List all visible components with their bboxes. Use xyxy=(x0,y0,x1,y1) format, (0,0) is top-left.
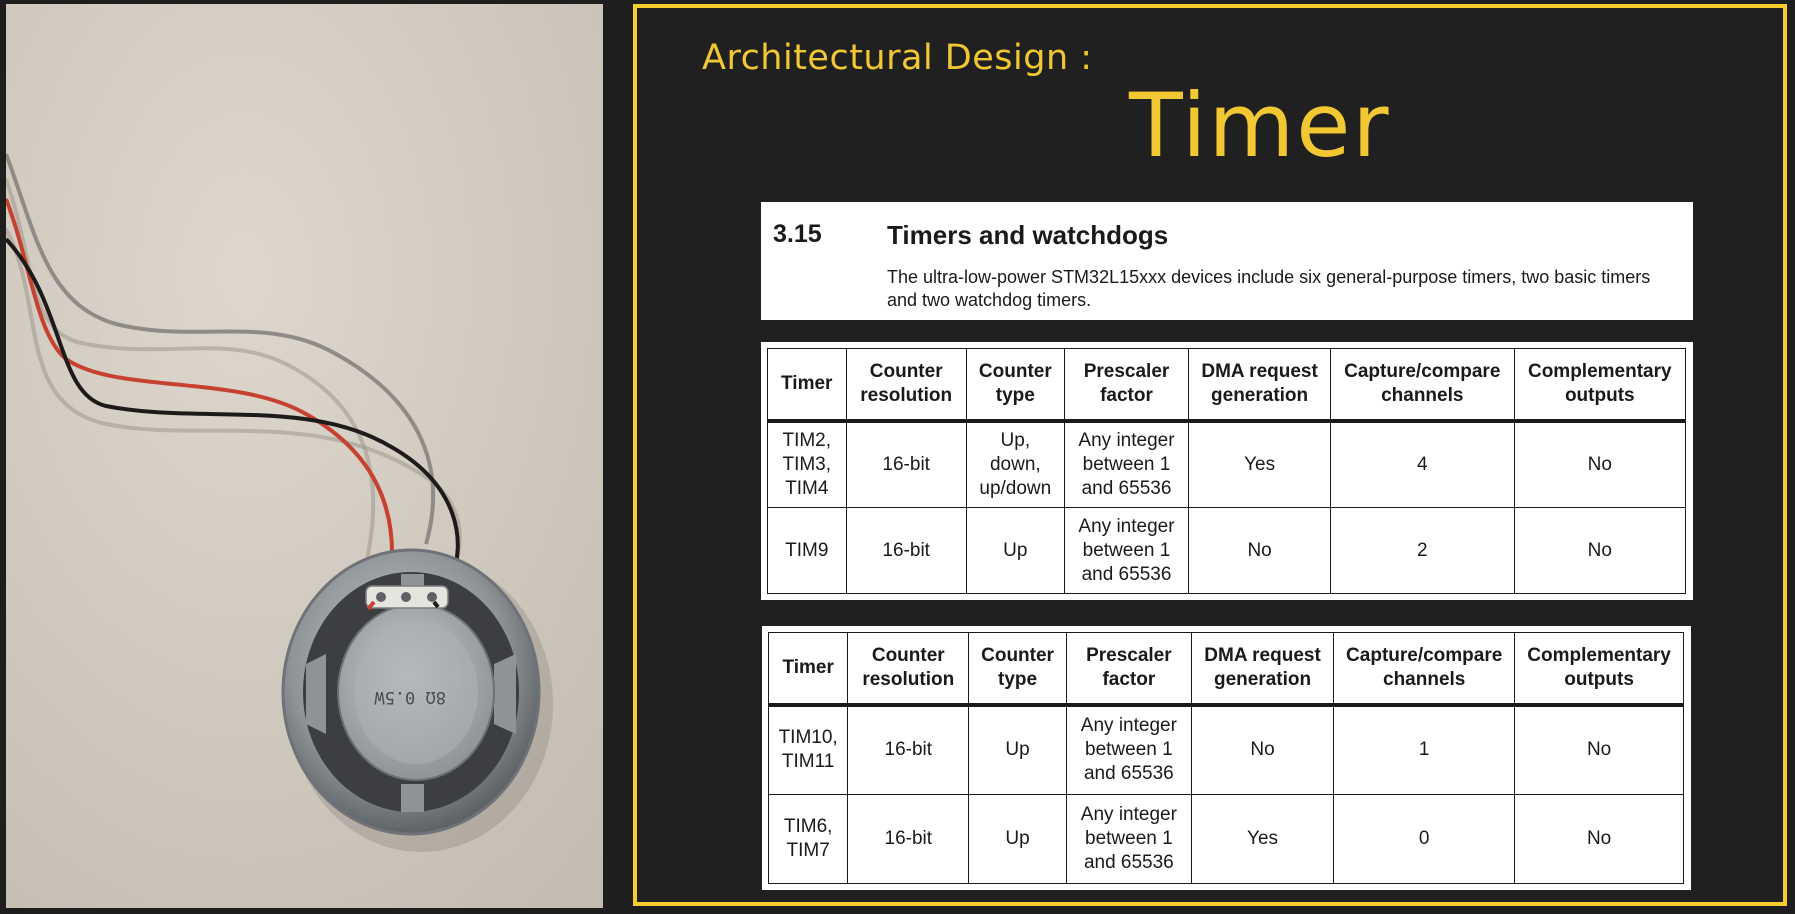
slide-title: Timer xyxy=(1129,74,1391,177)
table-row xyxy=(769,705,1684,795)
cell-counter-type: Up xyxy=(969,795,1067,884)
table-header-row xyxy=(768,349,1686,421)
cell-counter-resolution: 16-bit xyxy=(848,705,969,795)
cell-capture-compare: 1 xyxy=(1334,705,1515,795)
speaker-marking: 8Ω 0.5W xyxy=(374,687,446,707)
table-row xyxy=(768,508,1686,594)
cell-prescaler-factor: Any integer between 1 and 65536 xyxy=(1064,508,1188,594)
cell-counter-type: Up xyxy=(969,705,1067,795)
cell-dma-request: No xyxy=(1189,508,1331,594)
speaker-photo xyxy=(6,4,603,908)
cell-complementary-outputs: No xyxy=(1515,795,1684,884)
cell-timer: TIM9 xyxy=(768,508,847,594)
cell-dma-request: No xyxy=(1191,705,1333,795)
slide-subtitle: Architectural Design : xyxy=(702,38,1093,78)
timer-table xyxy=(768,632,1684,884)
header-complementary-outputs: Complementary outputs xyxy=(1515,633,1684,705)
header-complementary-outputs: Complementary outputs xyxy=(1514,349,1685,421)
cell-timer: TIM6, TIM7 xyxy=(769,795,848,884)
table-row xyxy=(768,421,1686,508)
cell-capture-compare: 2 xyxy=(1330,508,1514,594)
cell-prescaler-factor: Any integer between 1 and 65536 xyxy=(1066,795,1191,884)
cell-counter-resolution: 16-bit xyxy=(848,795,969,884)
cell-complementary-outputs: No xyxy=(1514,508,1685,594)
cell-prescaler-factor: Any integer between 1 and 65536 xyxy=(1066,705,1191,795)
section-number: 3.15 xyxy=(773,220,822,248)
slide-panel xyxy=(633,4,1787,906)
header-prescaler-factor: Prescaler factor xyxy=(1066,633,1191,705)
cell-counter-type: Up, down, up/down xyxy=(966,421,1064,508)
section-body: The ultra-low-power STM32L15xxx devices include six general-purpose timers, two basic timers and two watchdog timers. xyxy=(887,267,1651,310)
header-capture-compare: Capture/compare channels xyxy=(1334,633,1515,705)
header-timer: Timer xyxy=(769,633,848,705)
table-row xyxy=(769,795,1684,884)
header-counter-resolution: Counter resolution xyxy=(846,349,966,421)
timer-table-general-purpose-basic xyxy=(762,626,1691,890)
header-timer: Timer xyxy=(768,349,847,421)
cell-counter-resolution: 16-bit xyxy=(846,421,966,508)
header-capture-compare: Capture/compare channels xyxy=(1330,349,1514,421)
cell-prescaler-factor: Any integer between 1 and 65536 xyxy=(1064,421,1188,508)
cell-counter-type: Up xyxy=(966,508,1064,594)
header-prescaler-factor: Prescaler factor xyxy=(1064,349,1188,421)
table-header-row xyxy=(769,633,1684,705)
header-counter-type: Counter type xyxy=(969,633,1067,705)
header-counter-resolution: Counter resolution xyxy=(848,633,969,705)
cell-dma-request: Yes xyxy=(1189,421,1331,508)
cell-dma-request: Yes xyxy=(1191,795,1333,884)
cell-timer: TIM10, TIM11 xyxy=(769,705,848,795)
cell-capture-compare: 0 xyxy=(1334,795,1515,884)
header-counter-type: Counter type xyxy=(966,349,1064,421)
header-dma-request: DMA request generation xyxy=(1189,349,1331,421)
cell-complementary-outputs: No xyxy=(1515,705,1684,795)
timer-table-general-purpose xyxy=(761,342,1693,600)
datasheet-section-header xyxy=(761,202,1693,320)
section-heading: Timers and watchdogs xyxy=(887,220,1169,250)
cell-capture-compare: 4 xyxy=(1330,421,1514,508)
cell-timer: TIM2, TIM3, TIM4 xyxy=(768,421,847,508)
cell-counter-resolution: 16-bit xyxy=(846,508,966,594)
header-dma-request: DMA request generation xyxy=(1191,633,1333,705)
cell-complementary-outputs: No xyxy=(1514,421,1685,508)
timer-table xyxy=(767,348,1686,594)
